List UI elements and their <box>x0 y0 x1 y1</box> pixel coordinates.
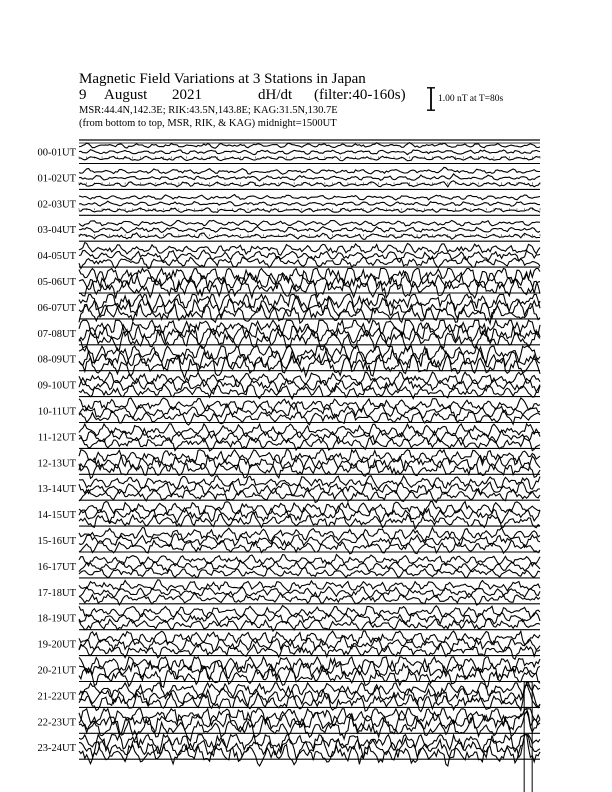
row-label: 20-21UT <box>37 665 76 677</box>
trace-row-13-14UT <box>38 476 541 503</box>
date-year: 2021 <box>172 87 202 103</box>
trace-row-06-07UT <box>38 294 541 323</box>
filter-label: (filter:40-160s) <box>314 87 406 103</box>
trace-msr <box>79 181 540 187</box>
row-label: 17-18UT <box>37 587 76 599</box>
trace-row-02-03UT <box>38 195 541 216</box>
trace-kag <box>79 195 540 200</box>
trace-rik <box>79 685 540 707</box>
station-coordinates: MSR:44.4N,142.3E; RIK:43.5N,143.8E; KAG:31.5N,130.7E <box>79 105 338 116</box>
trace-row-23-24UT <box>38 735 541 766</box>
trace-row-00-01UT <box>38 143 541 164</box>
row-label: 08-09UT <box>37 354 76 366</box>
trace-rik <box>79 271 540 293</box>
row-label: 18-19UT <box>37 613 76 625</box>
row-label: 09-10UT <box>37 380 76 392</box>
trace-kag <box>79 580 540 591</box>
trace-msr <box>79 353 540 378</box>
trace-rik <box>79 403 540 420</box>
row-label: 13-14UT <box>37 484 76 496</box>
row-label: 16-17UT <box>37 561 76 573</box>
row-label: 00-01UT <box>37 147 76 159</box>
row-label: 22-23UT <box>37 717 76 729</box>
trace-row-04-05UT <box>38 243 541 269</box>
row-label: 14-15UT <box>37 510 76 522</box>
row-label: 03-04UT <box>37 225 76 237</box>
trace-row-01-02UT <box>38 167 541 189</box>
trace-msr <box>79 460 540 478</box>
trace-row-21-22UT <box>38 683 541 712</box>
chart-title: Magnetic Field Variations at 3 Stations in Japan <box>79 71 366 87</box>
row-label: 15-16UT <box>37 536 76 547</box>
trace-msr <box>79 329 540 351</box>
trace-kag <box>79 167 540 174</box>
trace-rik <box>79 250 540 262</box>
row-label: 21-22UT <box>37 691 76 703</box>
trace-msr <box>79 568 540 578</box>
trace-kag <box>79 398 540 412</box>
trace-row-20-21UT <box>38 657 541 688</box>
row-label: 23-24UT <box>37 743 76 755</box>
trace-kag <box>79 528 540 542</box>
trace-row-10-11UT <box>38 398 540 425</box>
row-label: 02-03UT <box>37 199 76 211</box>
row-label: 07-08UT <box>37 328 76 340</box>
trace-msr <box>79 644 540 660</box>
row-label: 11-12UT <box>37 432 76 444</box>
trace-rik <box>79 227 540 233</box>
trace-rik <box>79 150 540 155</box>
row-label: 10-11UT <box>37 406 76 418</box>
trace-row-15-16UT <box>38 528 541 554</box>
trace-rik <box>79 534 540 548</box>
date-month: August <box>104 87 148 103</box>
trace-row-09-10UT <box>38 372 541 399</box>
quantity-label: dH/dt <box>258 87 293 103</box>
trace-row-18-19UT <box>38 606 541 632</box>
trace-order-note: (from bottom to top, MSR, RIK, & KAG) midnight=1500UT <box>79 118 337 129</box>
trace-msr <box>79 278 540 299</box>
trace-rik <box>79 735 540 759</box>
trace-kag <box>79 555 540 567</box>
trace-row-11-12UT <box>38 424 540 451</box>
row-label: 19-20UT <box>37 639 76 651</box>
row-label: 12-13UT <box>37 458 76 470</box>
trace-kag <box>79 220 540 226</box>
scale-label: 1.00 nT at T=80s <box>438 94 504 104</box>
date-day: 9 <box>79 87 87 103</box>
row-label: 04-05UT <box>37 251 76 263</box>
trace-rik <box>79 612 540 625</box>
trace-row-14-15UT <box>38 502 541 529</box>
trace-row-16-17UT <box>38 555 541 578</box>
trace-kag <box>79 450 540 467</box>
trace-row-17-18UT <box>38 580 541 605</box>
trace-kag <box>79 657 540 675</box>
trace-rik <box>79 347 540 372</box>
trace-row-19-20UT <box>38 631 541 659</box>
trace-row-05-06UT <box>38 269 541 299</box>
row-label: 06-07UT <box>37 302 76 314</box>
trace-msr <box>79 304 540 324</box>
row-label: 05-06UT <box>37 277 76 288</box>
trace-row-12-13UT <box>38 450 541 479</box>
trace-row-03-04UT <box>38 220 541 241</box>
row-label: 01-02UT <box>37 173 76 185</box>
trace-rik <box>79 174 540 181</box>
trace-rik <box>79 201 540 206</box>
